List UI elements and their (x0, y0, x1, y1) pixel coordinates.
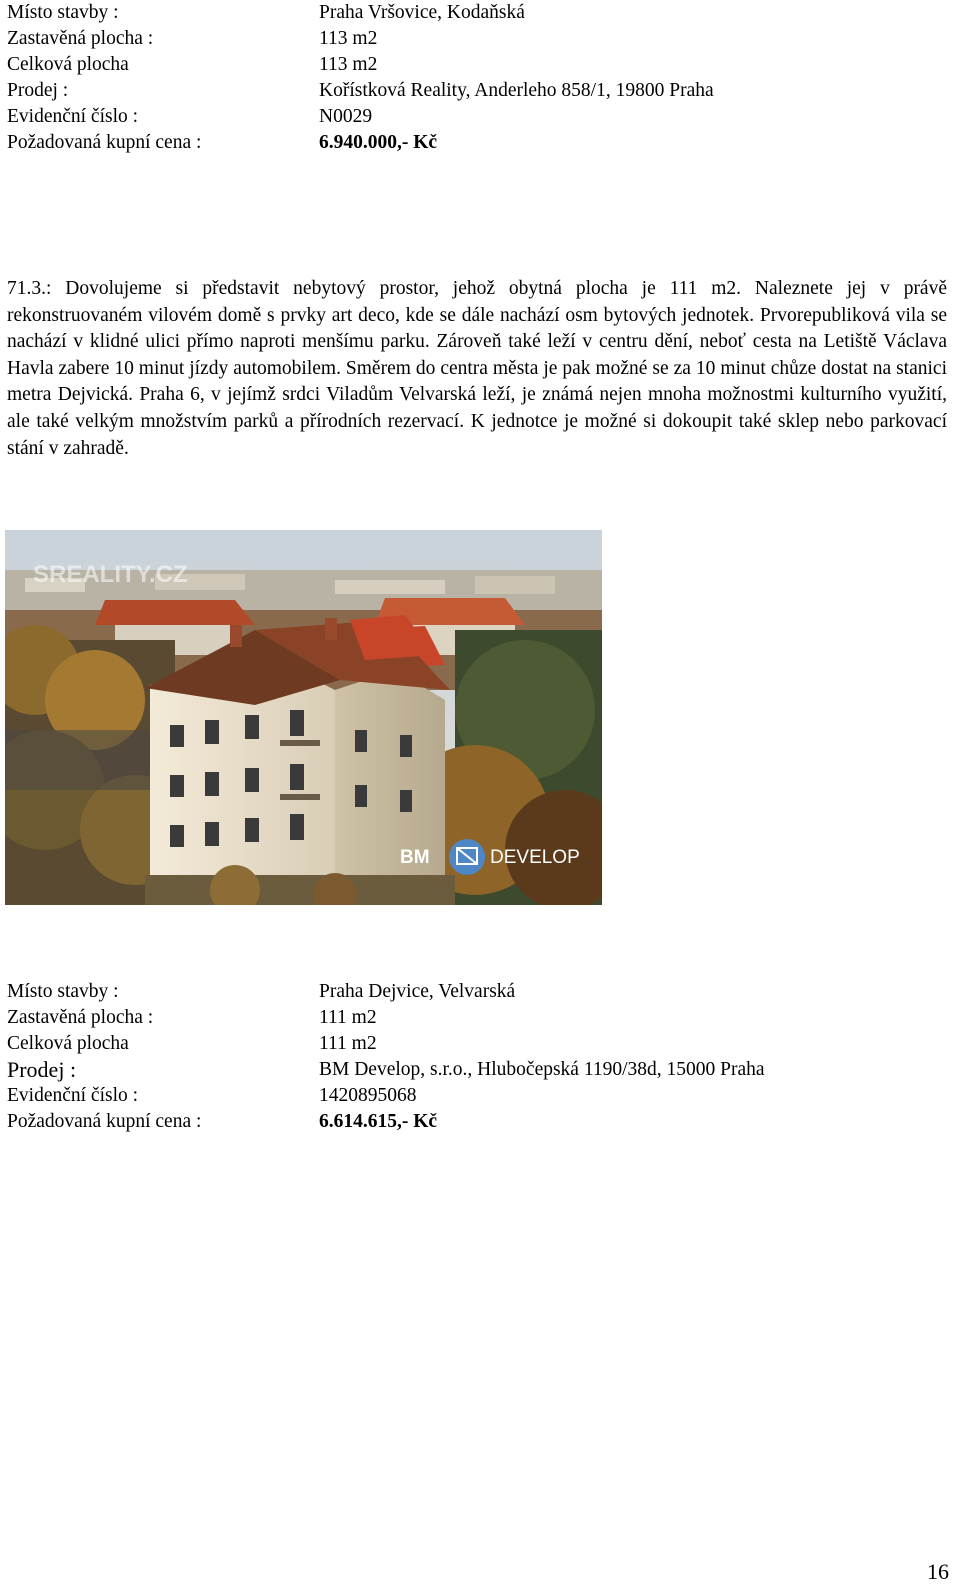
total-area-label: Celková plocha (7, 1033, 129, 1054)
site-label: Místo stavby : (7, 2, 119, 23)
seller-value: BM Develop, s.r.o., Hlubočepská 1190/38d, 15000 Praha (319, 1059, 765, 1080)
price-value: 6.940.000,- Kč (319, 132, 438, 153)
total-area-value: 113 m2 (319, 54, 378, 75)
seller-row (7, 78, 947, 104)
sreality-watermark: SREALITY.CZ (33, 561, 188, 588)
listing-description: 71.3.: Dovolujeme si představit nebytový prostor, jehož obytná plocha je 111 m2. Naleznete jej v právě rekonstruovaném vilovém domě s prvky art deco, kde se dále nachází osm bytových jednotek. Prvorepubliková vila se nachází v klidné ulici přímo naproti menšímu parku. Zároveň také leží v centru dění, neboť cesta na Letiště Václava Havla zabere 10 minut jízdy automobilem. Směrem do centra města je pak možné se za 10 minut chůze dostat na stanici metra Dejvická. Praha 6, v jejímž srdci Viladům Velvarská leží, je známá nejen mnoha možnostmi kulturního využití, ale také velkým množstvím parků a přírodních rezervací. K jednotce je možné si dokoupit také sklep nebo parkovací stání v zahradě. (7, 278, 947, 459)
seller-row (7, 1057, 947, 1083)
built-area-value: 111 m2 (319, 1007, 377, 1028)
site-label: Místo stavby : (7, 981, 119, 1002)
property-photo (5, 530, 602, 905)
ref-row (7, 1083, 947, 1109)
ref-value: N0029 (319, 106, 373, 127)
total-area-label: Celková plocha (7, 54, 129, 75)
total-area-row (7, 52, 947, 78)
price-value: 6.614.615,- Kč (319, 1111, 438, 1132)
villa-aerial-image (5, 530, 602, 905)
site-row (7, 0, 947, 26)
ref-label: Evidenční číslo : (7, 106, 139, 127)
seller-label: Prodej : (7, 80, 69, 101)
built-area-label: Zastavěná plocha : (7, 28, 154, 49)
listing-1-details (7, 0, 947, 156)
page-number: 16 (927, 1559, 949, 1584)
logo-bm-text: BM (400, 847, 430, 868)
built-area-row (7, 26, 947, 52)
site-value: Praha Vršovice, Kodaňská (319, 2, 525, 23)
ref-row (7, 104, 947, 130)
price-row (7, 130, 947, 156)
ref-value: 1420895068 (319, 1085, 417, 1106)
price-label: Požadovaná kupní cena : (7, 1111, 202, 1132)
total-area-row (7, 1031, 947, 1057)
price-label: Požadovaná kupní cena : (7, 132, 202, 153)
total-area-value: 111 m2 (319, 1033, 377, 1054)
price-row (7, 1109, 947, 1135)
logo-develop-text: DEVELOP (490, 847, 580, 868)
ref-label: Evidenční číslo : (7, 1085, 139, 1106)
seller-label: Prodej : (7, 1057, 77, 1082)
built-area-label: Zastavěná plocha : (7, 1007, 154, 1028)
site-row (7, 979, 947, 1005)
built-area-value: 113 m2 (319, 28, 378, 49)
seller-value: Kořístková Reality, Anderleho 858/1, 19800 Praha (319, 80, 714, 101)
site-value: Praha Dejvice, Velvarská (319, 981, 516, 1002)
bm-develop-logo-icon (449, 839, 485, 875)
listing-2-details (7, 979, 947, 1135)
built-area-row (7, 1005, 947, 1031)
